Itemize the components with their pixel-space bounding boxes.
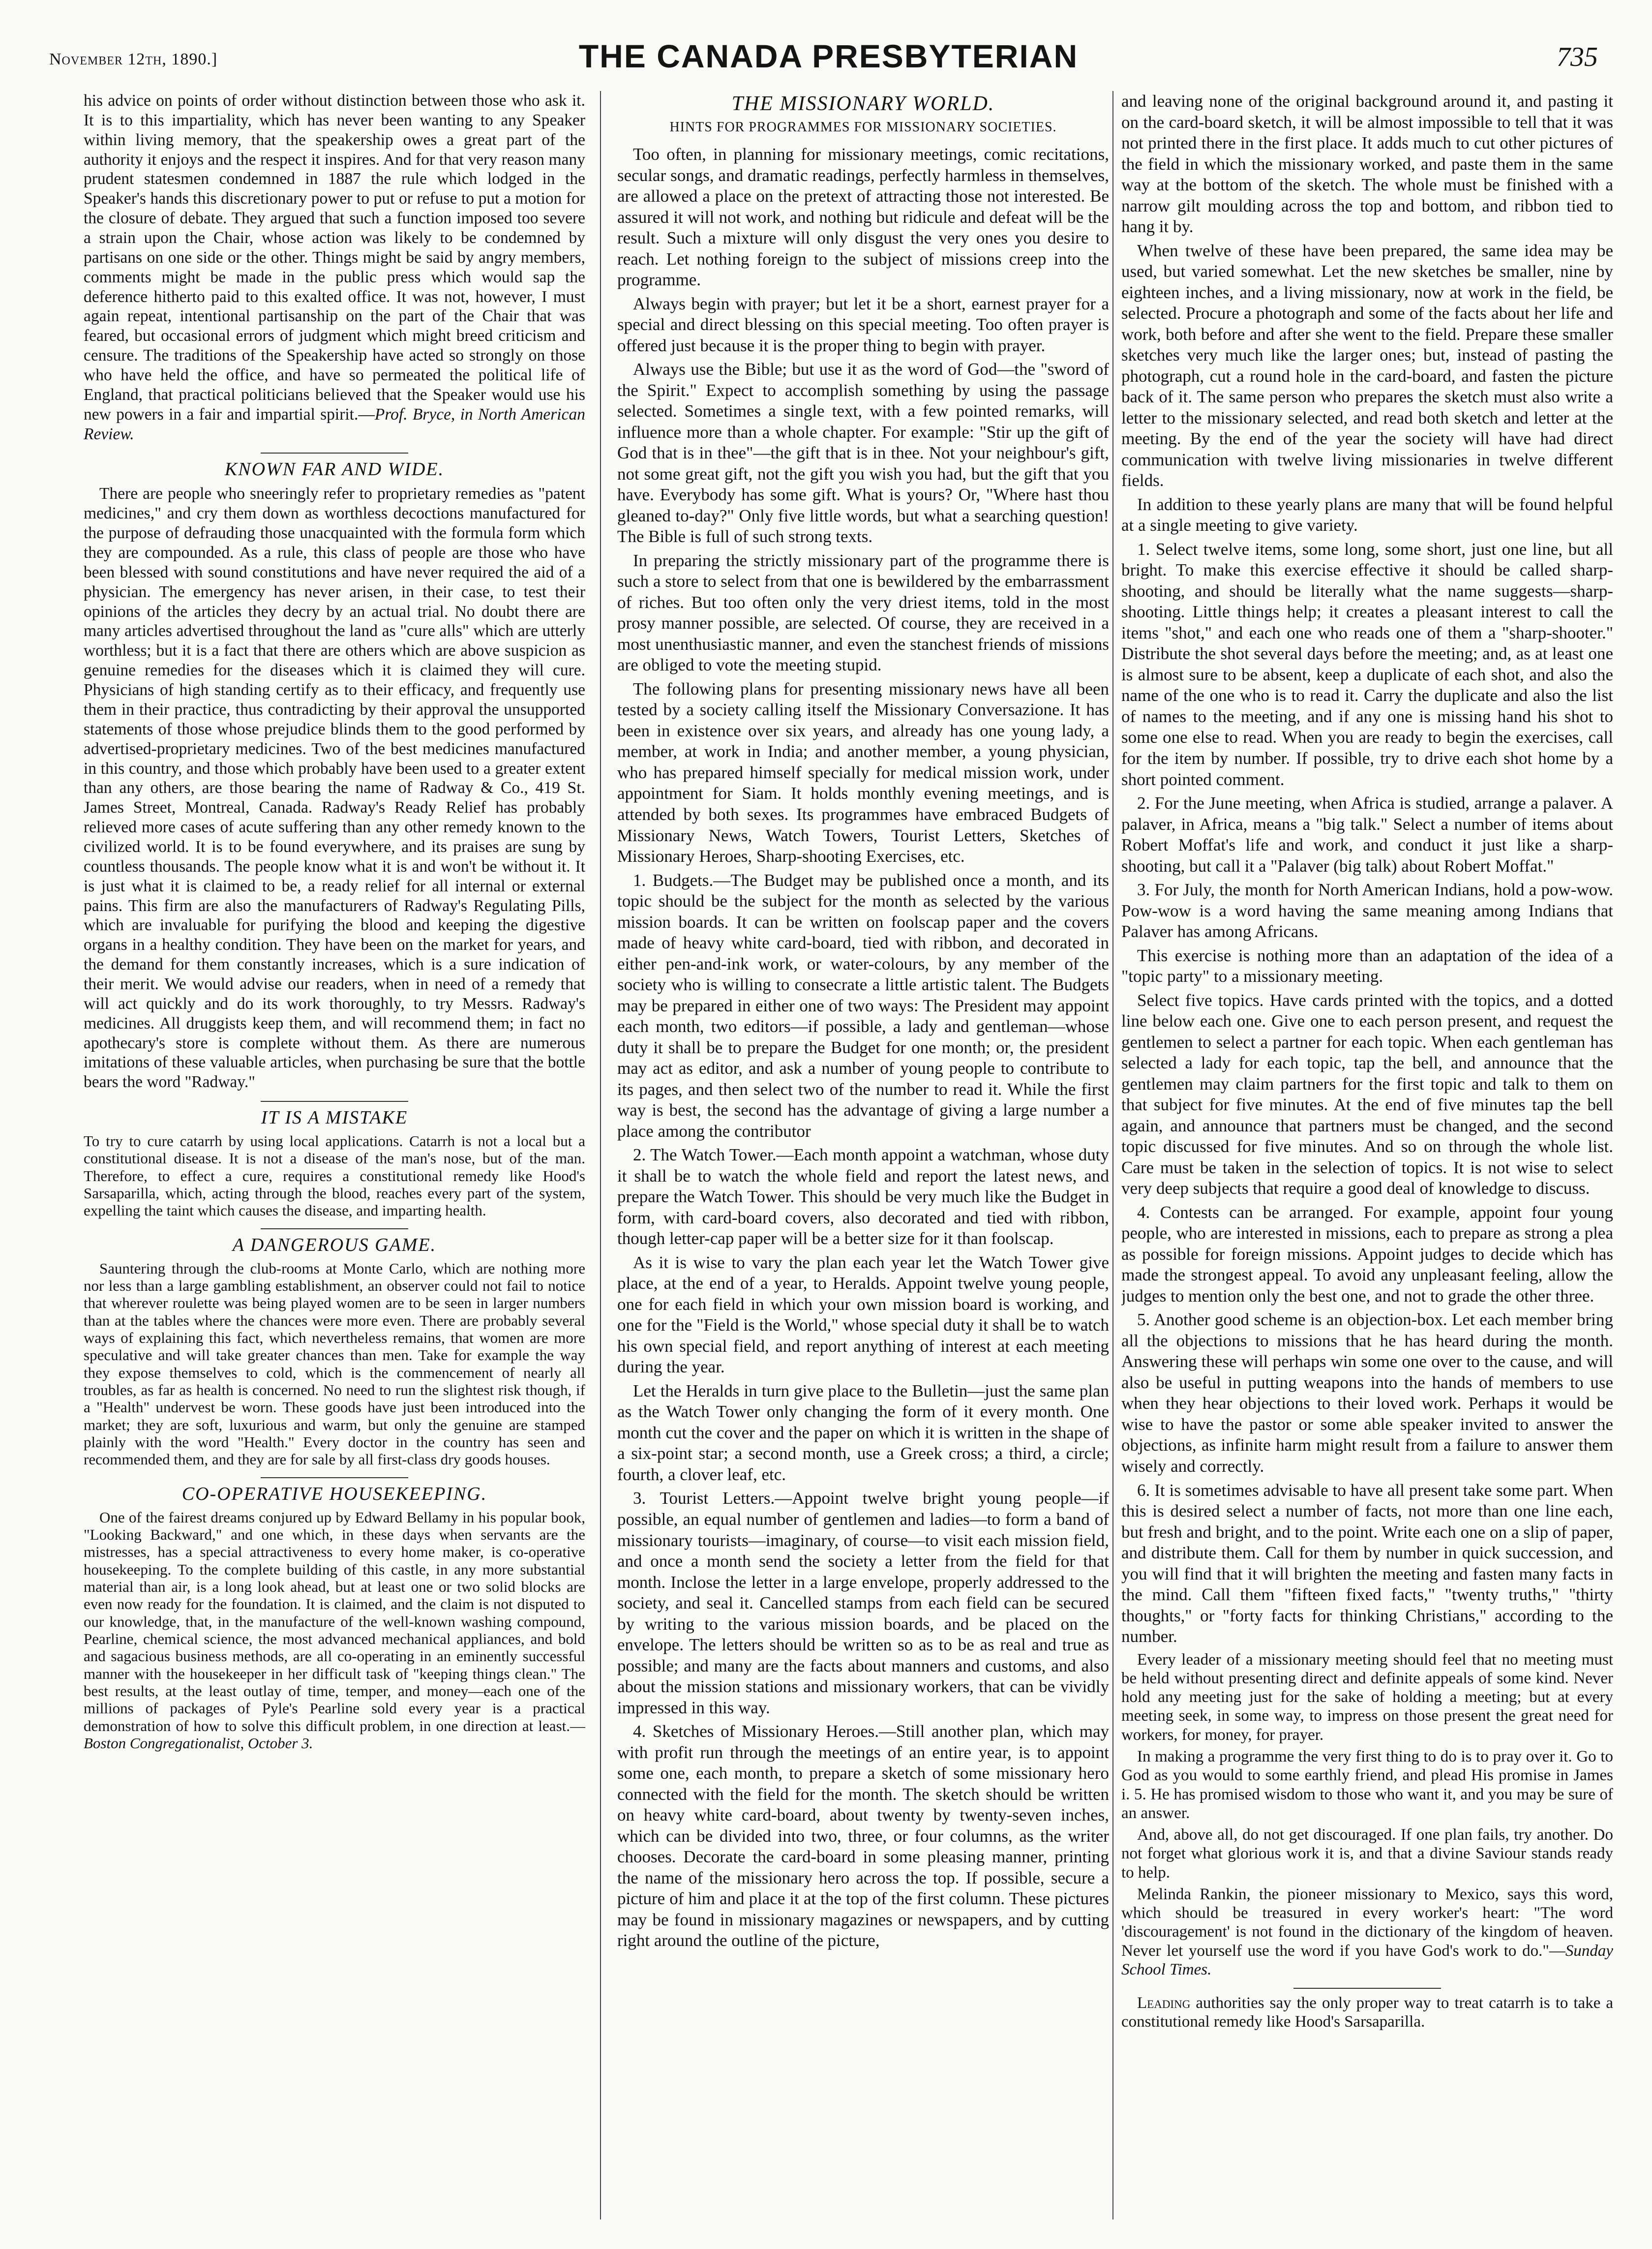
masthead: [39, 34, 1618, 84]
article-paragraph: [84, 91, 585, 444]
article-paragraph: To try to cure catarrh by using local applications. Catarrh is not a local but a constitutional disease. It is not a disease of the man's nose, but of the man. Therefore, to effect a cure, requires a constitutional remedy like Hood's Sarsaparilla, which, acting through the blood, reaches every part of the system, expelling the taint which causes the disease, and imparting health.: [84, 1132, 585, 1219]
column-right: [1121, 91, 1613, 2219]
article-paragraph: 4. Contests can be arranged. For example, appoint four young people, who are interested in missions, each to prepare as strong a plea as possible for foreign missions. Appoint judges to decide which has made the strongest appeal. To avoid any unpleasant feeling, allow the judges to mention only the best one, and not to grade the other three.: [1121, 1202, 1613, 1306]
article-paragraph: [1121, 1885, 1613, 1979]
column-left: [84, 91, 585, 2219]
article-paragraph: Always use the Bible; but use it as the word of God—the "sword of the Spirit." Expect to accomplish something by using the passage selected. Sometimes a single text, with a few pointed remarks, will influence more than a whole chapter. For example: "Stir up the gift of God that is in thee"—the gift that is in thee. Not your neighbour's gift, not some great gift, not the gift you wish you had, but the gift that you have. Everybody has some gift. What is yours? Or, "Where hast thou gleaned to-day?" Only five little words, but what a searching question! The Bible is full of such strong texts.: [617, 360, 1109, 547]
attribution: Boston Congregationalist, October 3.: [84, 1734, 313, 1752]
section-rule: [261, 1228, 408, 1229]
article-paragraph: 3. Tourist Letters.—Appoint twelve bright young people—if possible, an equal number of gentlemen and ladies—to form a band of missionary tourists—imaginary, of course—to visit each mission field, and once a month send the society a letter from the field for that month. Inclose the letter in a large envelope, properly addressed to the society, and seal it. Cancelled stamps from each field can be secured by writing to the various mission boards, and be placed on the envelope. The letters should be written so as to be as real and true as possible; and many are the facts about manners and customs, and also about the mission stations and missionary workers, that can be vividly impressed in this way.: [617, 1489, 1109, 1717]
article-paragraph: and leaving none of the original background around it, and pasting it on the card-board sketch, it will be almost impossible to tell that it was not printed there in the first place. It adds much to cut other pictures of the field in which the missionary worked, and paste them in the same way at the bottom of the sketch. The whole must be finished with a narrow gilt moulding across the top and bottom, and ribbon tied to hang it by.: [1121, 91, 1613, 237]
article-paragraph: Let the Heralds in turn give place to the Bulletin—just the same plan as the Watch Tower only changing the form of it every month. One month cut the cover and the paper on which it is written in the shape of a six-point star; a second month, use a Greek cross; a third, a circle; fourth, a clover leaf, etc.: [617, 1381, 1109, 1484]
paragraph-text: One of the fairest dreams conjured up by Edward Bellamy in his popular book, "Looking Backward," and one which, in these days when servants are the mistresses, has a special attractiveness to every home maker, is co-operative housekeeping. To the complete building of this castle, in any more substantial material than air, is a long look ahead, but at least one or two solid blocks are even now ready for the foundation. It is claimed, and the claim is not disputed to our knowledge, that, in the manufacture of the well-known washing compound, Pearline, chemical science, the most advanced mechanical appliances, and bold and sagacious business methods, are all co-operating in an eminently successful manner with the housekeeper in her difficult task of "keeping things clean." The best results, at the least outlay of time, temper, and money—each one of the millions of packages of Pyle's Pearline sold every year is a practical demonstration of how to solve this difficult problem, in one direction at least.—: [84, 1508, 585, 1734]
article-paragraph: In preparing the strictly missionary part of the programme there is such a store to select from that one is bewildered by the embarrassment of riches. But too often only the very driest items, told in the most prosy manner possible, are selected. Of course, they are received in a most unenthusiastic manner, and even the stanchest friends of missions are obliged to vote the meeting stupid.: [617, 550, 1109, 675]
article-paragraph: 5. Another good scheme is an objection-box. Let each member bring all the objections to missions that he has heard during the month. Answering these will perhaps win some one over to the cause, and will also be useful in putting weapons into the hands of members to use when they hear objections to their loved work. Perhaps it would be wise to have the pastor or some able speaker invited to answer the objections, as infinite harm might result from a failure to answer them wisely and correctly.: [1121, 1310, 1613, 1476]
article-paragraph: In addition to these yearly plans are many that will be found helpful at a single meeting to give variety.: [1121, 494, 1613, 535]
article-paragraph: Too often, in planning for missionary meetings, comic recitations, secular songs, and dramatic readings, perfectly harmless in themselves, are allowed a place on the pretext of attracting those not interested. Be assured it will not work, and nothing but ridicule and defeat will be the result. Such a mixture will only disgust the very ones you desire to reach. Let nothing foreign to the subject of missions creep into the programme.: [617, 145, 1109, 290]
article-paragraph: This exercise is nothing more than an adaptation of the idea of a "topic party" to a missionary meeting.: [1121, 945, 1613, 986]
article-paragraph: There are people who sneeringly refer to proprietary remedies as "patent medicines," and cry them down as worthless decoctions manufactured for the purpose of defrauding those unacquainted with the formula form which they are compounded. As a rule, this class of people are those who have been blessed with sound constitutions and have never required the aid of a physician. The emergency has never arisen, in their case, to test their opinions of the articles they decry by an actual trial. No doubt there are many articles advertised throughout the land as "cure alls" which are utterly worthless; but it is a fact that there are others which are above suspicion as genuine remedies for the diseases which it is claimed they will cure. Physicians of high standing certify as to their efficacy, and frequently use them in their practice, thus contradicting by their approval the unsupported statements of those whose prejudice blinds them to the good performed by advertised-proprietary medicines. Two of the best medicines manufactured in this country, and those which probably have been used to a greater extent than any others, are those bearing the name of Radway & Co., 419 St. James Street, Montreal, Canada. Radway's Ready Relief has probably relieved more cases of acute suffering than any other remedy known to the civilized world. It is to be found everywhere, and its praises are sung by countless thousands. The people know what it is and won't be without it. It is just what it is claimed to be, a ready relief for all internal or external pains. This firm are also the manufacturers of Radway's Regulating Pills, which are invaluable for purifying the blood and keeping the digestive organs in a healthy condition. They have been on the market for years, and the demand for them constantly increases, which is a sure indication of their merit. We would advise our readers, when in need of a remedy that will act quickly and do its work thoroughly, to try Messrs. Radway's medicines. All druggists keep them, and will recommend them; in fact no apothecary's store is complete without them. As there are numerous imitations of these valuable articles, when purchasing be sure that the bottle bears the word "Radway.": [84, 485, 585, 1092]
article-paragraph: Every leader of a missionary meeting should feel that no meeting must be held without presenting direct and definite appeals of some kind. Never hold any meeting just for the sake of holding a meeting; but at every meeting seek, in some way, to impress on those present the great need for workers, for money, for prayer.: [1121, 1650, 1613, 1744]
column-middle: [617, 91, 1109, 2219]
paragraph-text: his advice on points of order without distinction between those who ask it. It is to this impartiality, which has never been wanting to any Speaker within living memory, that the speakership owes a great part of the authority it enjoys and the respect it inspires. And for that very reason many prudent statesmen condemned in 1887 the rule which lodged in the Speaker's hands this discretionary power to put or refuse to put a motion for the closure of debate. They argued that such a function imposed too severe a strain upon the Chair, whose action was likely to be condemned by partisans on one side or the other. Things might be said by angry members, comments might be made in the public press which would sap the deference hitherto paid to this exalted office. It was not, however, I must again repeat, intentional partisanship on the part of the Chair that was feared, but occasional errors of judgment which might breed criticism and censure. The traditions of the Speakership have acted so strongly on those who have held the office, and have so permeated the political life of England, that practical politicians believed that the Speaker would use his new powers in a fair and impartial spirit.—: [84, 91, 585, 424]
article-paragraph: As it is wise to vary the plan each year let the Watch Tower give place, at the end of a year, to Heralds. Appoint twelve young people, one for each field in which your own mission board is working, and one for the "Field is the World," whose special duty it shall be to watch his own special field, and report anything of interest at each meeting during the year.: [617, 1252, 1109, 1377]
article-paragraph: 1. Select twelve items, some long, some short, just one line, but all bright. To make this exercise effective it should be called sharp-shooting, and should be literally what the name suggests—sharp-shooting. Little things help; it creates a pleasant interest to call the items "shot," and each one who reads one of them a "sharp-shooter." Distribute the shot several days before the meeting; and, as at least one is almost sure to be absent, keep a duplicate of each shot, and also the name of the one who is to read it. Carry the duplicate and also the list of names to the meeting, and if any one is missing hand his shot to some one else to read. When you are ready to begin the exercises, call for the item by number. If possible, try to drive each shot home by a short pointed comment.: [1121, 539, 1613, 789]
article-paragraph: [1121, 1994, 1613, 2032]
section-rule: [261, 1477, 408, 1478]
article-paragraph: In making a programme the very first thing to do is to pray over it. Go to God as you would to some earthly friend, and plead His promise in James i. 5. He has promised wisdom to those who want it, and you may be sure of an answer.: [1121, 1747, 1613, 1822]
article-paragraph: 1. Budgets.—The Budget may be published once a month, and its topic should be the subject for the month as selected by the various mission boards. It can be written on foolscap paper and the covers made of heavy white card-board, tied with ribbon, and decorated in either pen-and-ink work, or water-colours, by any member of the society who is willing to consecrate a little artistic talent. The Budgets may be prepared in either one of two ways: The President may appoint each month, two editors—if possible, a lady and gentleman—whose duty it shall be to prepare the Budget for one month; or, the president may act as editor, and ask a number of young people to contribute to its pages, and then select two of the number to read it. While the first way is best, the second has the advantage of giving a large number a place among the contributor: [617, 870, 1109, 1141]
paragraph-text: authorities say the only proper way to treat catarrh is to take a constitutional remedy like Hood's Sarsaparilla.: [1121, 1994, 1613, 2031]
article-paragraph: Sauntering through the club-rooms at Monte Carlo, which are nothing more nor less than a large gambling establishment, an observer could not fail to notice that wherever roulette was being played women are to be seen in larger numbers than at the tables where the chances were more even. There are probably several ways of explaining this fact, which nevertheless remains, that women are more speculative and will take greater chances than men. Take for example the way they expose themselves to cold, which is the commencement of nearly all troubles, as far as health is concerned. No need to run the slightest risk though, if a "Health" undervest be worn. These goods have just been introduced into the market; they are soft, luxurious and warm, but only the genuine are stamped plainly with the word "Health." Every doctor in the country has seen and recommended them, and they are for sale by all first-class dry goods houses.: [84, 1259, 585, 1468]
paragraph-text: Melinda Rankin, the pioneer missionary to Mexico, says this word, which should be treasured in every worker's heart: "The word 'discouragement' is not found in the dictionary of the kingdom of heaven. Never let yourself use the word if you have God's work to do."—: [1121, 1885, 1613, 1960]
article-paragraph: 3. For July, the month for North American Indians, hold a pow-wow. Pow-wow is a word having the same meaning among Indians that Palaver has among Africans.: [1121, 880, 1613, 942]
column-divider: [600, 91, 601, 2219]
column-divider: [1112, 91, 1113, 2219]
closing-notes: [1121, 1650, 1613, 2032]
issue-date: November 12th, 1890.]: [49, 50, 218, 68]
article-paragraph: Always begin with prayer; but let it be a short, earnest prayer for a special and direct blessing on this special meeting. Too often prayer is offered just because it is the proper thing to begin with prayer.: [617, 294, 1109, 355]
newspaper-title: THE CANADA PRESBYTERIAN: [578, 38, 1079, 74]
page-number: 735: [1557, 42, 1598, 72]
article-paragraph: 4. Sketches of Missionary Heroes.—Still another plan, which may with profit run through the meetings of an entire year, is to appoint some one, each month, to prepare a sketch of some missionary hero connected with the field for the month. The sketch should be written on heavy white card-board, about twenty by twenty-seven inches, which can be divided into two, three, or four columns, as the writer chooses. Decorate the card-board in some pleasing manner, printing the name of the missionary hero across the top. If possible, secure a picture of him and place it at the top of the first column. These pictures may be found in missionary magazines or newspapers, and by cutting right around the outline of the picture,: [617, 1722, 1109, 1950]
section-heading: THE MISSIONARY WORLD.: [731, 92, 995, 115]
article-paragraph: 2. For the June meeting, when Africa is studied, arrange a palaver. A palaver, in Africa, means a "big talk." Select a number of items about Robert Moffat's life and work, and conduct it just like a sharp-shooting, but call it a "Palaver (big talk) about Robert Moffat.": [1121, 793, 1613, 876]
article-paragraph: Select five topics. Have cards printed with the topics, and a dotted line below each one. Give one to each person present, and request the gentlemen to select a partner for each topic. When each gentleman has selected a lady for each topic, tap the bell, and announce that the gentlemen may claim partners for the first topic and talk to them on that subject for five minutes. At the end of five minutes tap the bell again, and announce that partners must be changed, and the second topic discussed for five minutes. And so on through the whole list. Care must be taken in the selection of topics. It is not wise to select very deep subjects that require a good deal of knowledge to discuss.: [1121, 990, 1613, 1198]
lead-word: Leading: [1137, 1994, 1191, 2012]
article-paragraph: 2. The Watch Tower.—Each month appoint a watchman, whose duty it shall be to watch the whole field and report the latest news, and prepare the Watch Tower. This should be very much like the Budget in form, with card-board covers, also decorated and tied with ribbon, though letter-cap paper will be a better size for it than foolscap.: [617, 1145, 1109, 1248]
section-rule: [1293, 1988, 1441, 1989]
article-heading: CO-OPERATIVE HOUSEKEEPING.: [181, 1483, 487, 1504]
small-notices: [84, 1101, 585, 1752]
attribution: Prof. Bryce, in North American Review.: [84, 405, 585, 443]
article-heading: A DANGEROUS GAME.: [232, 1234, 437, 1255]
article-paragraph: 6. It is sometimes advisable to have all present take some part. When this is desired select a number of facts, not more than one line each, but fresh and bright, and to the point. Write each one on a slip of paper, and distribute them. Call for them by number in quick succession, and you will find that it will brighten the meeting and fasten many facts in the mind. Call them "fifteen fixed facts," "twenty truths," "thirty thoughts," or "forty facts for thinking Christians," according to the number.: [1121, 1480, 1613, 1646]
article-paragraph: When twelve of these have been prepared, the same idea may be used, but varied somewhat. Let the new sketches be smaller, nine by eighteen inches, and a living missionary, now at work in the field, be selected. Procure a photograph and some of the facts about her life and work, both before and after she went to the field. Prepare these smaller sketches very much like the larger ones; but, instead of pasting the photograph, cut a round hole in the card-board, and fasten the picture back of it. The same person who prepares the sketch must also write a letter to the missionary selected, and read both sketch and letter at the meeting. By the end of the year the society will have had direct communication with twelve living missionaries in twelve different fields.: [1121, 241, 1613, 490]
section-rule: [261, 1101, 408, 1102]
article-paragraph: The following plans for presenting missionary news have all been tested by a society calling itself the Missionary Conversazione. It has been in existence over six years, and already has one young lady, a member, at work in India; and another member, a young physician, who has prepared himself specially for medical mission work, under appointment for Siam. It holds monthly evening meetings, and is attended by both sexes. Its programmes have embraced Budgets of Missionary News, Watch Towers, Tourist Letters, Sketches of Missionary Heroes, Sharp-shooting Exercises, etc.: [617, 679, 1109, 866]
section-rule: [261, 453, 408, 454]
article-paragraph: And, above all, do not get discouraged. If one plan fails, try another. Do not forget what glorious work it is, and that a divine Saviour stands ready to help.: [1121, 1826, 1613, 1882]
section-subheading: HINTS FOR PROGRAMMES FOR MISSIONARY SOCIETIES.: [669, 120, 1057, 135]
attribution: Sunday School Times.: [1121, 1942, 1613, 1978]
article-paragraph: [84, 1509, 585, 1752]
article-heading: IT IS A MISTAKE: [261, 1107, 408, 1128]
article-heading: KNOWN FAR AND WIDE.: [224, 459, 445, 480]
